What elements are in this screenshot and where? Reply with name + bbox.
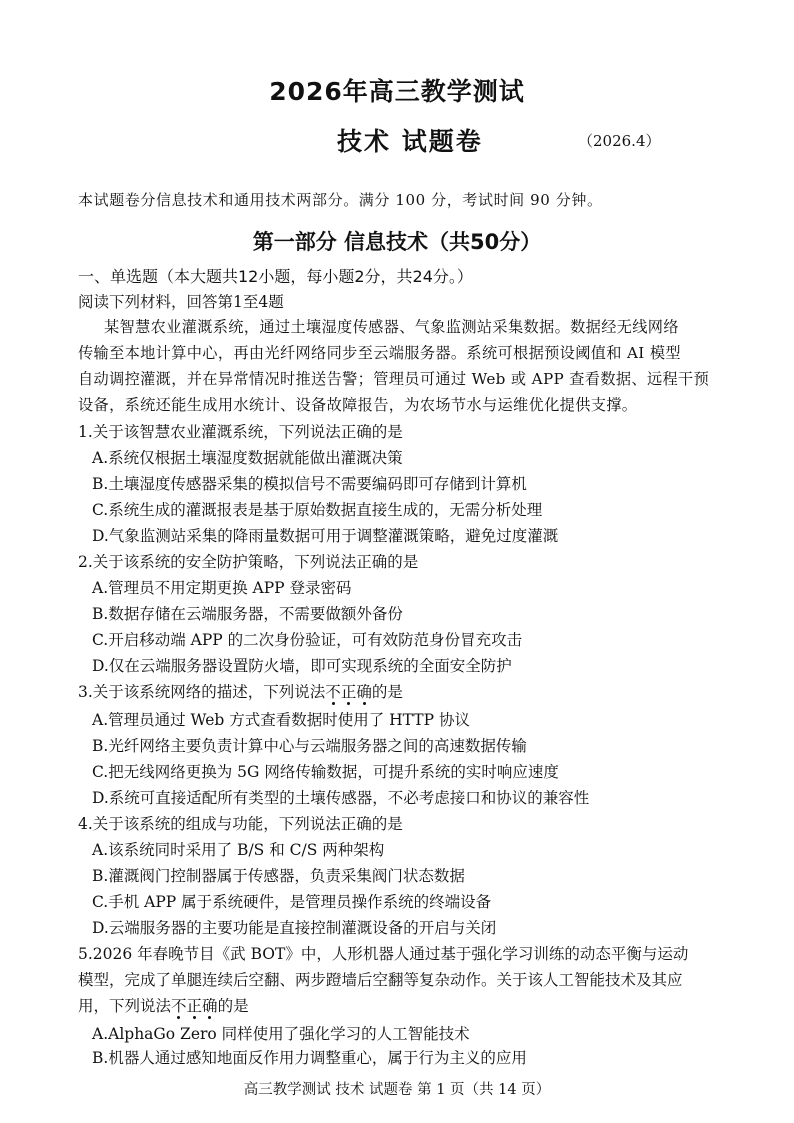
question-3-option-c: C.把无线网络更换为 5G 网络传输数据，可提升系统的实时响应速度 [92,763,559,781]
question-2-stem: 2.关于该系统的安全防护策略，下列说法正确的是 [78,553,419,571]
question-3-option-a: A.管理员通过 Web 方式查看数据时使用了 HTTP 协议 [92,711,471,729]
question-2-option-a: A.管理员不用定期更换 APP 登录密码 [92,579,352,597]
emphasis-char: 确 [202,997,218,1015]
exam-title: 2026年高三教学测试 [269,77,525,106]
question-3-stem-tail: 的是 [371,683,403,701]
emphasis-char: 正 [340,683,357,701]
question-3-option-b: B.光纤网络主要负责计算中心与云端服务器之间的高速数据传输 [92,737,527,755]
question-5-stem-last [78,994,249,1016]
question-3-stem [78,680,403,702]
question-4-stem: 4.关于该系统的组成与功能，下列说法正确的是 [78,815,403,833]
emphasis-char: 正 [186,997,203,1015]
emphasis-char: 确 [356,683,372,701]
page-footer: 高三教学测试 技术 试题卷 第 1 页（共 14 页） [243,1082,551,1098]
question-5-stem-text: 用，下列说法 [78,997,172,1015]
exam-intro: 本试题卷分信息技术和通用技术两部分。满分 100 分，考试时间 90 分钟。 [78,191,603,209]
question-3-emphasis [325,683,372,701]
question-2-option-b: B.数据存储在云端服务器，不需要做额外备份 [92,605,403,623]
question-5-option-a: A.AlphaGo Zero 同样使用了强化学习的人工智能技术 [92,1025,470,1043]
passage-line: 设备，系统还能生成用水统计、设备故障报告，为农场节水与运维优化提供支撑。 [78,396,638,414]
question-2-option-d: D.仅在云端服务器设置防火墙，即可实现系统的全面安全防护 [92,657,512,675]
question-1-option-c: C.系统生成的灌溉报表是基于原始数据直接生成的，无需分析处理 [92,501,543,519]
question-4-option-d: D.云端服务器的主要功能是直接控制灌溉设备的开启与关闭 [92,919,497,937]
question-4-option-c: C.手机 APP 属于系统硬件，是管理员操作系统的终端设备 [92,893,492,911]
question-1-option-d: D.气象监测站采集的降雨量数据可用于调整灌溉策略，避免过度灌溉 [92,527,559,545]
passage-line: 某智慧农业灌溉系统，通过土壤湿度传感器、气象监测站采集数据。数据经无线网络 [104,318,679,336]
emphasis-char: 不 [325,683,341,701]
section-heading: 一、单选题（本大题共12小题，每小题2分，共24分。） [78,267,473,286]
question-4-option-a: A.该系统同时采用了 B/S 和 C/S 两种架构 [92,841,385,859]
emphasis-char: 不 [171,997,187,1015]
part-title: 第一部分 信息技术（共50分） [252,230,542,254]
question-2-option-c: C.开启移动端 APP 的二次身份验证，可有效防范身份冒充攻击 [92,631,523,649]
passage-line: 传输至本地计算中心，再由光纤网络同步至云端服务器。系统可根据预设阈值和 AI 模型 [78,344,681,362]
passage-line: 自动调控灌溉，并在异常情况时推送告警；管理员可通过 Web 或 APP 查看数据、远程干预 [78,370,710,388]
question-1-option-a: A.系统仅根据土壤湿度数据就能做出灌溉决策 [92,449,403,467]
exam-subtitle: 技术 试题卷 [337,127,483,156]
reading-prompt: 阅读下列材料，回答第1至4题 [78,293,284,311]
exam-date: （2026.4） [578,132,661,150]
question-5-stem-line: 模型，完成了单腿连续后空翻、两步蹬墙后空翻等复杂动作。关于该人工智能技术及其应 [78,971,683,989]
question-1-option-b: B.土壤湿度传感器采集的模拟信号不需要编码即可存储到计算机 [92,475,527,493]
question-4-option-b: B.灌溉阀门控制器属于传感器，负责采集阀门状态数据 [92,867,465,885]
question-5-stem-line: 5.2026 年春晚节目《武 BOT》中，人形机器人通过基于强化学习训练的动态平衡与运动 [78,945,689,963]
question-3-stem-text: 3.关于该系统网络的描述，下列说法 [78,683,326,701]
question-5-emphasis [171,997,218,1015]
question-5-stem-tail: 的是 [217,997,249,1015]
question-3-option-d: D.系统可直接适配所有类型的土壤传感器，不必考虑接口和协议的兼容性 [92,789,590,807]
question-1-stem: 1.关于该智慧农业灌溉系统，下列说法正确的是 [78,423,403,441]
question-5-option-b: B.机器人通过感知地面反作用力调整重心，属于行为主义的应用 [92,1049,527,1067]
